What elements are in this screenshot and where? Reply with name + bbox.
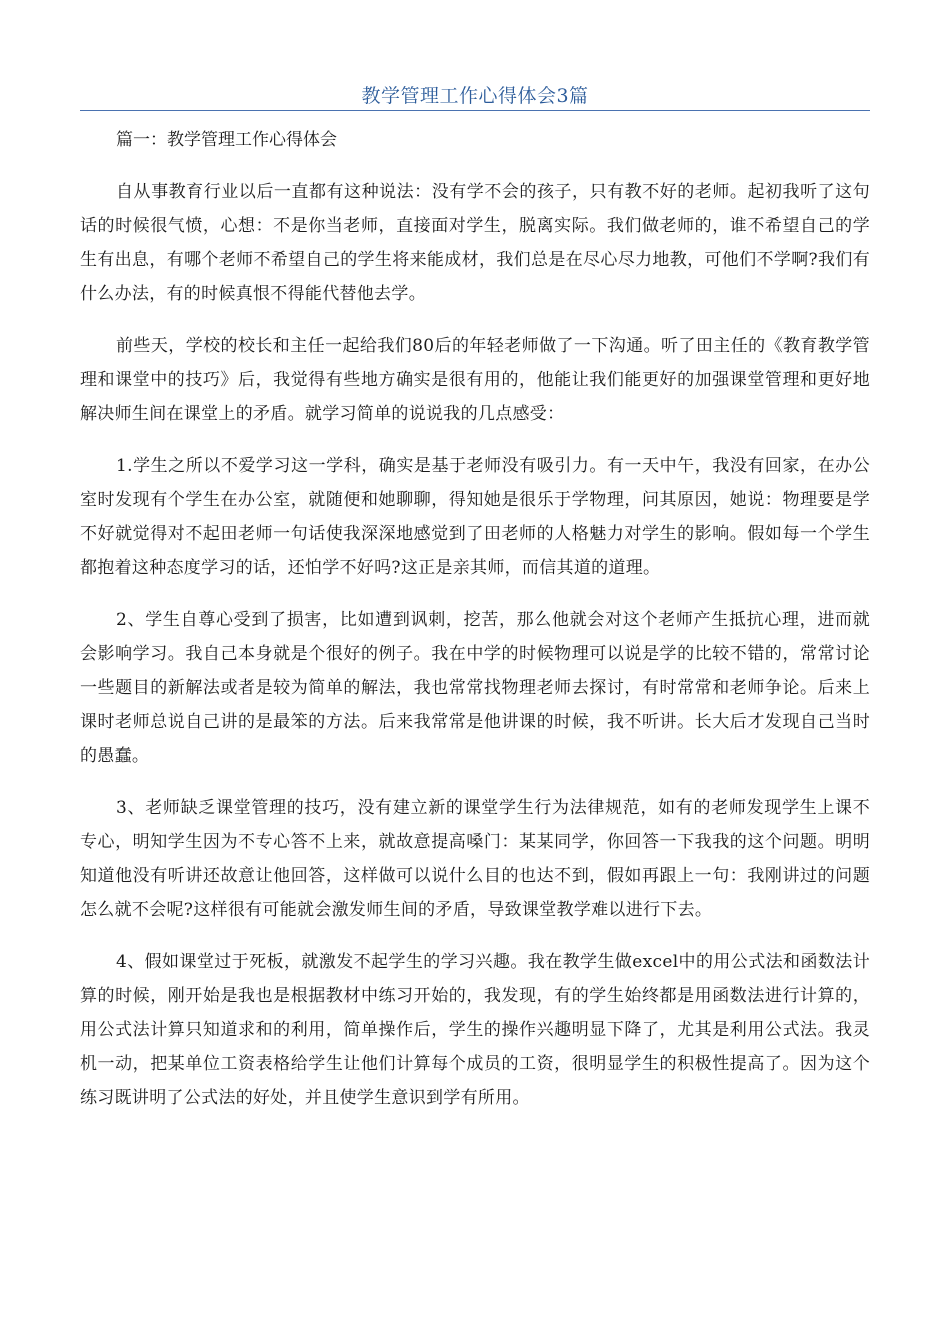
document-page (80, 0, 870, 1115)
paragraph: 3、老师缺乏课堂管理的技巧，没有建立新的课堂学生行为法律规范，如有的老师发现学生上课不专心，明知学生因为不专心答不上来，就故意提高嗓门：某某同学，你回答一下我我的这个问题。明明知道他没有听讲还故意让他回答，这样做可以说什么目的也达不到，假如再跟上一句：我刚讲过的问题怎么就不会呢?这样很有可能就会激发师生间的矛盾，导致课堂教学难以进行下去。 (80, 798, 870, 920)
document-title: 教学管理工作心得体会3篇 (361, 85, 589, 107)
paragraph: 4、假如课堂过于死板，就激发不起学生的学习兴趣。我在教学生做excel中的用公式法和函数法计算的时候，刚开始是我也是根据教材中练习开始的，我发现，有的学生始终都是用函数法进行计算的，用公式法计算只知道求和的利用，简单操作后，学生的操作兴趣明显下降了，尤其是利用公式法。我灵机一动，把某单位工资表格给学生让他们计算每个成员的工资，很明显学生的积极性提高了。因为这个练习既讲明了公式法的好处，并且使学生意识到学有所用。 (80, 952, 870, 1108)
paragraph: 自从事教育行业以后一直都有这种说法：没有学不会的孩子，只有教不好的老师。起初我听了这句话的时候很气愤，心想：不是你当老师，直接面对学生，脱离实际。我们做老师的，谁不希望自己的学生有出息，有哪个老师不希望自己的学生将来能成材，我们总是在尽心尽力地教，可他们不学啊?我们有什么办法，有的时候真恨不得能代替他去学。 (80, 182, 870, 304)
paragraph: 2、学生自尊心受到了损害，比如遭到讽刺，挖苦，那么他就会对这个老师产生抵抗心理，进而就会影响学习。我自己本身就是个很好的例子。我在中学的时候物理可以说是学的比较不错的，常常讨论一些题目的新解法或者是较为简单的解法，我也常常找物理老师去探讨，有时常常和老师争论。后来上课时老师总说自己讲的是最笨的方法。后来我常常是他讲课的时候，我不听讲。长大后才发现自己当时的愚蠢。 (80, 610, 870, 766)
paragraph: 前些天，学校的校长和主任一起给我们80后的年轻老师做了一下沟通。听了田主任的《教育教学管理和课堂中的技巧》后，我觉得有些地方确实是很有用的，他能让我们能更好的加强课堂管理和更好地解决师生间在课堂上的矛盾。就学习简单的说说我的几点感受： (80, 336, 870, 424)
paragraph: 1.学生之所以不爱学习这一学科，确实是基于老师没有吸引力。有一天中午，我没有回家，在办公室时发现有个学生在办公室，就随便和她聊聊，得知她是很乐于学物理，问其原因，她说：物理要是学不好就觉得对不起田老师一句话使我深深地感觉到了田老师的人格魅力对学生的影响。假如每一个学生都抱着这种态度学习的话，还怕学不好吗?这正是亲其师，而信其道的道理。 (80, 456, 870, 578)
section-heading: 篇一：教学管理工作心得体会 (116, 130, 337, 150)
title-underline (80, 110, 870, 111)
document-header (80, 0, 870, 111)
